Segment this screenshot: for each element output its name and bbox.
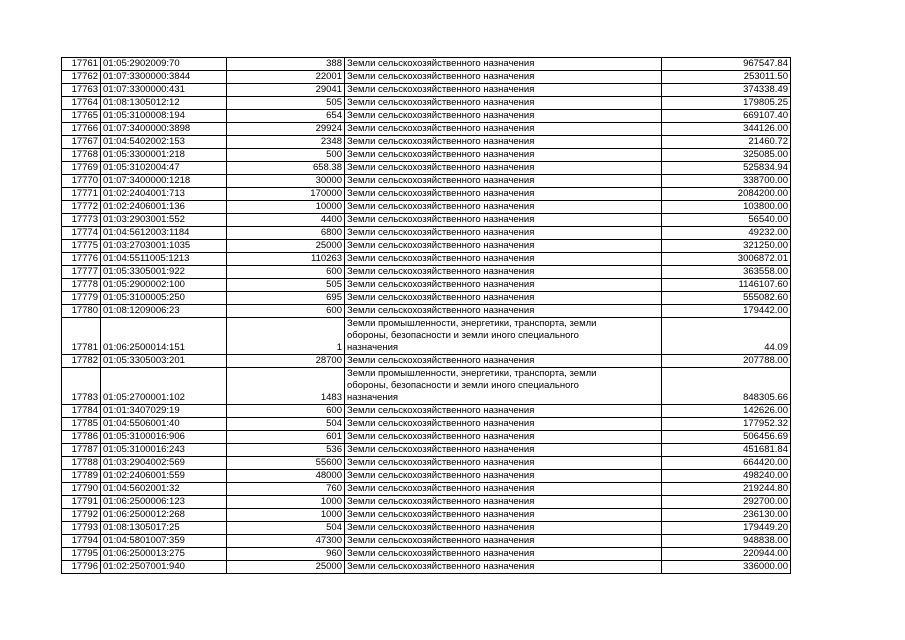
area-cell: 601 [227, 431, 345, 444]
area-cell: 1000 [227, 509, 345, 522]
area-cell: 536 [227, 444, 345, 457]
land-category-line: Земли сельскохозяйственного назначения [347, 457, 535, 468]
cadastral-value-cell: 374338.49 [662, 84, 791, 97]
area-cell: 47300 [227, 535, 345, 548]
row-number-cell: 17766 [62, 123, 101, 136]
row-number-cell: 17776 [62, 253, 101, 266]
area-cell: 500 [227, 149, 345, 162]
table-row [62, 522, 791, 535]
cadastral-value-cell: 56540.00 [662, 214, 791, 227]
table-row [62, 418, 791, 431]
table-row [62, 279, 791, 292]
cadastral-number-cell: 01:04:5612003:1184 [101, 227, 227, 240]
land-category-line: обороны, безопасности и земли иного специального [347, 380, 579, 391]
area-cell: 30000 [227, 175, 345, 188]
row-number-cell: 17795 [62, 548, 101, 561]
table-row [62, 266, 791, 279]
row-number-cell: 17763 [62, 84, 101, 97]
table-row [62, 227, 791, 240]
table-row [62, 97, 791, 110]
land-category-cell [345, 201, 662, 214]
cadastral-value-cell: 236130.00 [662, 509, 791, 522]
row-number-cell: 17769 [62, 162, 101, 175]
land-category-cell [345, 470, 662, 483]
cadastral-number-cell: 01:05:2900002:100 [101, 279, 227, 292]
cadastral-value-cell: 1146107.60 [662, 279, 791, 292]
table-row [62, 535, 791, 548]
cadastral-value-cell: 664420.00 [662, 457, 791, 470]
land-category-line: Земли сельскохозяйственного назначения [347, 227, 535, 238]
row-number-cell: 17772 [62, 201, 101, 214]
row-number-cell: 17775 [62, 240, 101, 253]
row-number-cell: 17782 [62, 355, 101, 368]
table-row [62, 71, 791, 84]
land-category-line: назначения [347, 342, 399, 353]
area-cell: 600 [227, 305, 345, 318]
cadastral-value-cell: 848305.66 [662, 368, 791, 405]
table-row [62, 457, 791, 470]
land-category-cell [345, 149, 662, 162]
land-category-line: Земли сельскохозяйственного назначения [347, 97, 535, 108]
cadastral-number-cell: 01:05:2902009:70 [101, 58, 227, 71]
cadastral-number-cell: 01:05:3100008:194 [101, 110, 227, 123]
area-cell: 695 [227, 292, 345, 305]
row-number-cell: 17773 [62, 214, 101, 227]
row-number-cell: 17784 [62, 405, 101, 418]
land-category-cell [345, 418, 662, 431]
row-number-cell: 17762 [62, 71, 101, 84]
land-category-cell [345, 444, 662, 457]
area-cell: 600 [227, 266, 345, 279]
table-row [62, 318, 791, 355]
row-number-cell: 17771 [62, 188, 101, 201]
row-number-cell: 17788 [62, 457, 101, 470]
area-cell: 110263 [227, 253, 345, 266]
land-category-line: Земли сельскохозяйственного назначения [347, 305, 535, 316]
cadastral-value-cell: 220944.00 [662, 548, 791, 561]
cadastral-value-table [61, 57, 791, 574]
land-category-cell [345, 405, 662, 418]
row-number-cell: 17778 [62, 279, 101, 292]
row-number-cell: 17770 [62, 175, 101, 188]
cadastral-value-cell: 498240.00 [662, 470, 791, 483]
area-cell: 505 [227, 279, 345, 292]
land-category-line: Земли сельскохозяйственного назначения [347, 496, 535, 507]
area-cell: 760 [227, 483, 345, 496]
cadastral-number-cell: 01:02:2404001:713 [101, 188, 227, 201]
land-category-cell [345, 522, 662, 535]
land-category-line: Земли сельскохозяйственного назначения [347, 136, 535, 147]
row-number-cell: 17774 [62, 227, 101, 240]
land-category-cell [345, 266, 662, 279]
land-category-line: Земли сельскохозяйственного назначения [347, 214, 535, 225]
cadastral-number-cell: 01:03:2904002:569 [101, 457, 227, 470]
area-cell: 505 [227, 97, 345, 110]
land-category-line: Земли сельскохозяйственного назначения [347, 71, 535, 82]
area-cell: 1483 [227, 368, 345, 405]
cadastral-value-cell: 967547.84 [662, 58, 791, 71]
cadastral-number-cell: 01:04:5506001:40 [101, 418, 227, 431]
area-cell: 658.38 [227, 162, 345, 175]
cadastral-number-cell: 01:05:2700001:102 [101, 368, 227, 405]
cadastral-number-cell: 01:05:3305001:922 [101, 266, 227, 279]
area-cell: 388 [227, 58, 345, 71]
land-category-line: Земли сельскохозяйственного назначения [347, 355, 535, 366]
table-row [62, 496, 791, 509]
cadastral-number-cell: 01:04:5801007:359 [101, 535, 227, 548]
land-category-line: Земли промышленности, энергетики, транспорта, земли [347, 318, 597, 329]
land-category-cell [345, 368, 662, 405]
land-category-line: Земли сельскохозяйственного назначения [347, 418, 535, 429]
table-row [62, 110, 791, 123]
cadastral-value-cell: 179805.25 [662, 97, 791, 110]
cadastral-number-cell: 01:03:2903001:552 [101, 214, 227, 227]
land-category-cell [345, 175, 662, 188]
table-row [62, 405, 791, 418]
cadastral-number-cell: 01:06:2500012:268 [101, 509, 227, 522]
land-category-line: Земли сельскохозяйственного назначения [347, 522, 535, 533]
cadastral-number-cell: 01:05:3100016:243 [101, 444, 227, 457]
land-category-line: Земли сельскохозяйственного назначения [347, 84, 535, 95]
row-number-cell: 17794 [62, 535, 101, 548]
cadastral-number-cell: 01:07:3300000:3844 [101, 71, 227, 84]
cadastral-number-cell: 01:06:2500006:123 [101, 496, 227, 509]
cadastral-value-cell: 506456.69 [662, 431, 791, 444]
area-cell: 28700 [227, 355, 345, 368]
land-category-line: Земли сельскохозяйственного назначения [347, 253, 535, 264]
row-number-cell: 17790 [62, 483, 101, 496]
row-number-cell: 17789 [62, 470, 101, 483]
row-number-cell: 17765 [62, 110, 101, 123]
cadastral-value-cell: 2084200.00 [662, 188, 791, 201]
row-number-cell: 17761 [62, 58, 101, 71]
cadastral-number-cell: 01:04:5402002:153 [101, 136, 227, 149]
table-row [62, 355, 791, 368]
land-category-line: Земли сельскохозяйственного назначения [347, 266, 535, 277]
cadastral-value-cell: 179449.20 [662, 522, 791, 535]
land-category-line: Земли сельскохозяйственного назначения [347, 292, 535, 303]
land-category-line: Земли сельскохозяйственного назначения [347, 444, 535, 455]
table-row [62, 58, 791, 71]
area-cell: 29924 [227, 123, 345, 136]
land-category-cell [345, 97, 662, 110]
area-cell: 6800 [227, 227, 345, 240]
row-number-cell: 17786 [62, 431, 101, 444]
cadastral-value-cell: 525834.94 [662, 162, 791, 175]
cadastral-value-cell: 177952.32 [662, 418, 791, 431]
cadastral-number-cell: 01:05:3100005:250 [101, 292, 227, 305]
land-category-line: Земли сельскохозяйственного назначения [347, 483, 535, 494]
row-number-cell: 17796 [62, 561, 101, 574]
area-cell: 504 [227, 522, 345, 535]
area-cell: 22001 [227, 71, 345, 84]
table-row [62, 292, 791, 305]
cadastral-number-cell: 01:05:3300001:218 [101, 149, 227, 162]
cadastral-number-cell: 01:03:2703001:1035 [101, 240, 227, 253]
cadastral-value-cell: 142626.00 [662, 405, 791, 418]
table-row [62, 561, 791, 574]
land-category-cell [345, 483, 662, 496]
cadastral-number-cell: 01:05:3102004:47 [101, 162, 227, 175]
land-category-cell [345, 431, 662, 444]
cadastral-value-cell: 3006872.01 [662, 253, 791, 266]
table-body [62, 58, 791, 574]
table-row [62, 509, 791, 522]
table-row [62, 214, 791, 227]
area-cell: 960 [227, 548, 345, 561]
land-category-line: Земли сельскохозяйственного назначения [347, 58, 535, 69]
cadastral-value-cell: 21460.72 [662, 136, 791, 149]
land-category-cell [345, 279, 662, 292]
cadastral-value-cell: 179442.00 [662, 305, 791, 318]
cadastral-number-cell: 01:04:5602001:32 [101, 483, 227, 496]
land-category-line: Земли промышленности, энергетики, транспорта, земли [347, 368, 597, 379]
cadastral-value-cell: 49232.00 [662, 227, 791, 240]
table-row [62, 431, 791, 444]
land-category-cell [345, 292, 662, 305]
table-row [62, 201, 791, 214]
table-row [62, 240, 791, 253]
land-category-line: Земли сельскохозяйственного назначения [347, 535, 535, 546]
area-cell: 504 [227, 418, 345, 431]
cadastral-value-cell: 292700.00 [662, 496, 791, 509]
area-cell: 55600 [227, 457, 345, 470]
row-number-cell: 17764 [62, 97, 101, 110]
land-category-cell [345, 535, 662, 548]
row-number-cell: 17787 [62, 444, 101, 457]
area-cell: 170000 [227, 188, 345, 201]
cadastral-value-cell: 207788.00 [662, 355, 791, 368]
land-category-line: Земли сельскохозяйственного назначения [347, 470, 535, 481]
land-category-line: Земли сельскохозяйственного назначения [347, 279, 535, 290]
cadastral-value-cell: 321250.00 [662, 240, 791, 253]
cadastral-value-cell: 336000.00 [662, 561, 791, 574]
row-number-cell: 17781 [62, 318, 101, 355]
area-cell: 2348 [227, 136, 345, 149]
cadastral-value-cell: 44.09 [662, 318, 791, 355]
table-row [62, 305, 791, 318]
area-cell: 4400 [227, 214, 345, 227]
table-row [62, 483, 791, 496]
cadastral-number-cell: 01:07:3300000:431 [101, 84, 227, 97]
area-cell: 600 [227, 405, 345, 418]
table-row [62, 175, 791, 188]
cadastral-number-cell: 01:02:2406001:136 [101, 201, 227, 214]
land-category-cell [345, 227, 662, 240]
row-number-cell: 17791 [62, 496, 101, 509]
table-row [62, 188, 791, 201]
cadastral-value-cell: 253011.50 [662, 71, 791, 84]
area-cell: 1000 [227, 496, 345, 509]
cadastral-number-cell: 01:06:2500014:151 [101, 318, 227, 355]
cadastral-value-cell: 219244.80 [662, 483, 791, 496]
area-cell: 1 [227, 318, 345, 355]
row-number-cell: 17792 [62, 509, 101, 522]
land-category-cell [345, 561, 662, 574]
cadastral-number-cell: 01:07:3400000:3898 [101, 123, 227, 136]
land-category-line: Земли сельскохозяйственного назначения [347, 149, 535, 160]
land-category-cell [345, 548, 662, 561]
land-category-line: Земли сельскохозяйственного назначения [347, 110, 535, 121]
land-category-cell [345, 136, 662, 149]
land-category-line: Земли сельскохозяйственного назначения [347, 431, 535, 442]
land-category-cell [345, 496, 662, 509]
cadastral-value-cell: 669107.40 [662, 110, 791, 123]
land-category-line: Земли сельскохозяйственного назначения [347, 509, 535, 520]
cadastral-number-cell: 01:05:3100016:906 [101, 431, 227, 444]
land-category-cell [345, 457, 662, 470]
table-row [62, 368, 791, 405]
land-category-cell [345, 253, 662, 266]
land-category-line: Земли сельскохозяйственного назначения [347, 240, 535, 251]
land-category-cell [345, 355, 662, 368]
land-category-cell [345, 162, 662, 175]
land-category-cell [345, 318, 662, 355]
cadastral-value-cell: 555082.60 [662, 292, 791, 305]
row-number-cell: 17783 [62, 368, 101, 405]
land-category-line: Земли сельскохозяйственного назначения [347, 162, 535, 173]
cadastral-number-cell: 01:01:3407029:19 [101, 405, 227, 418]
area-cell: 654 [227, 110, 345, 123]
area-cell: 29041 [227, 84, 345, 97]
area-cell: 10000 [227, 201, 345, 214]
row-number-cell: 17779 [62, 292, 101, 305]
cadastral-value-cell: 325085.00 [662, 149, 791, 162]
row-number-cell: 17780 [62, 305, 101, 318]
table-row [62, 136, 791, 149]
land-category-cell [345, 214, 662, 227]
table-row [62, 162, 791, 175]
cadastral-number-cell: 01:08:1305012:12 [101, 97, 227, 110]
row-number-cell: 17767 [62, 136, 101, 149]
row-number-cell: 17785 [62, 418, 101, 431]
land-category-line: Земли сельскохозяйственного назначения [347, 405, 535, 416]
land-category-cell [345, 123, 662, 136]
cadastral-number-cell: 01:07:3400000:1218 [101, 175, 227, 188]
area-cell: 25000 [227, 240, 345, 253]
cadastral-value-cell: 338700.00 [662, 175, 791, 188]
land-category-cell [345, 110, 662, 123]
area-cell: 48000 [227, 470, 345, 483]
land-category-line: Земли сельскохозяйственного назначения [347, 201, 535, 212]
cadastral-number-cell: 01:08:1209006:23 [101, 305, 227, 318]
land-category-cell [345, 509, 662, 522]
land-category-line: назначения [347, 392, 399, 403]
cadastral-number-cell: 01:02:2507001:940 [101, 561, 227, 574]
land-category-line: Земли сельскохозяйственного назначения [347, 123, 535, 134]
table-row [62, 84, 791, 97]
area-cell: 25000 [227, 561, 345, 574]
land-category-line: Земли сельскохозяйственного назначения [347, 561, 535, 572]
cadastral-value-cell: 451681.84 [662, 444, 791, 457]
land-category-cell [345, 84, 662, 97]
cadastral-value-cell: 103800.00 [662, 201, 791, 214]
land-category-line: Земли сельскохозяйственного назначения [347, 548, 535, 559]
table-row [62, 444, 791, 457]
land-category-cell [345, 71, 662, 84]
cadastral-number-cell: 01:04:5511005:1213 [101, 253, 227, 266]
row-number-cell: 17768 [62, 149, 101, 162]
cadastral-number-cell: 01:08:1305017:25 [101, 522, 227, 535]
table-row [62, 470, 791, 483]
cadastral-value-cell: 363558.00 [662, 266, 791, 279]
land-category-cell [345, 305, 662, 318]
table-row [62, 149, 791, 162]
land-category-cell [345, 240, 662, 253]
cadastral-value-cell: 948838.00 [662, 535, 791, 548]
row-number-cell: 17793 [62, 522, 101, 535]
table-row [62, 253, 791, 266]
land-category-cell [345, 188, 662, 201]
land-category-line: Земли сельскохозяйственного назначения [347, 188, 535, 199]
row-number-cell: 17777 [62, 266, 101, 279]
cadastral-value-cell: 344126.00 [662, 123, 791, 136]
land-category-line: обороны, безопасности и земли иного специального [347, 330, 579, 341]
land-category-line: Земли сельскохозяйственного назначения [347, 175, 535, 186]
land-category-cell [345, 58, 662, 71]
table-row [62, 548, 791, 561]
cadastral-number-cell: 01:02:2406001:559 [101, 470, 227, 483]
cadastral-number-cell: 01:06:2500013:275 [101, 548, 227, 561]
table-row [62, 123, 791, 136]
cadastral-number-cell: 01:05:3305003:201 [101, 355, 227, 368]
